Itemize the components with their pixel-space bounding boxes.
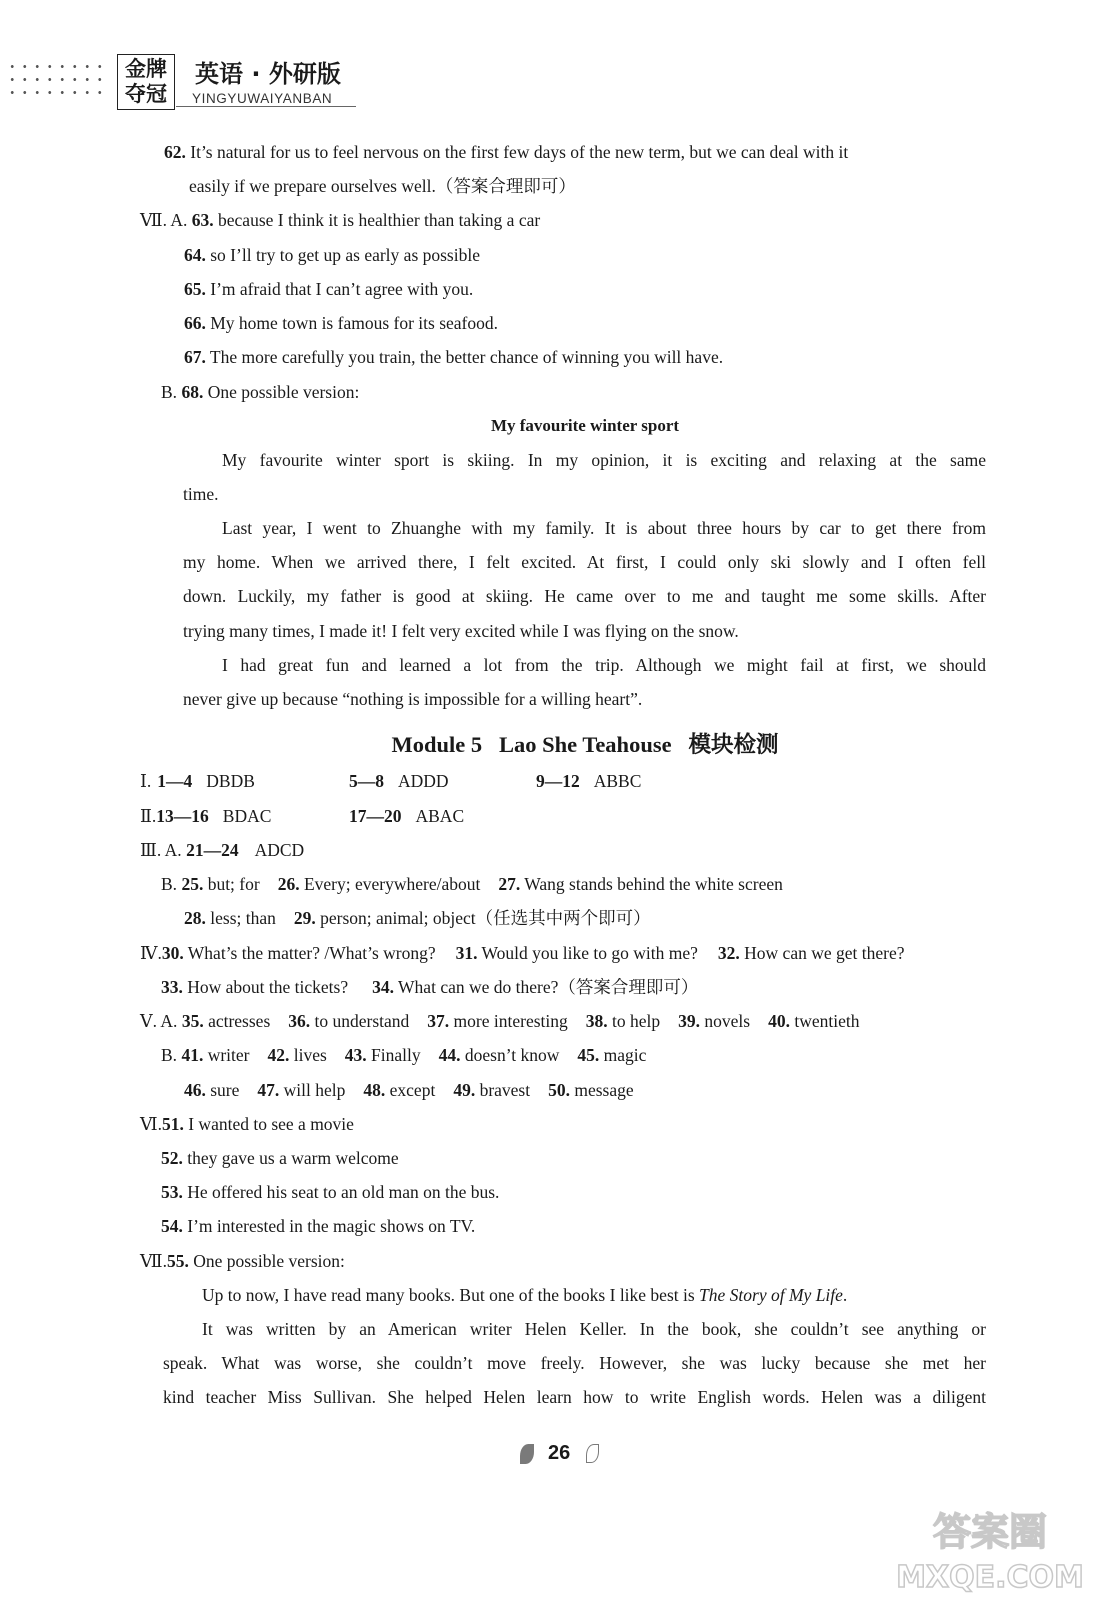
answer-line: [161, 976, 698, 998]
page-footer: [520, 1440, 610, 1470]
section-label: Ⅲ. A.: [140, 840, 187, 860]
section-label: Ⅵ.: [140, 1114, 162, 1134]
answer-text: Every; everywhere/about: [299, 874, 481, 894]
question-range: 5—8: [349, 771, 384, 791]
answer-line: [536, 770, 641, 792]
answer-line: [184, 1079, 634, 1101]
answer-text: except: [385, 1080, 436, 1100]
brand-line-2: 夺冠: [125, 82, 167, 106]
answer-line: [189, 175, 576, 197]
answer-text: My home town is famous for its seafood.: [205, 313, 498, 333]
answer-text: Would you like to go with me?: [477, 943, 698, 963]
essay-line: I had great fun and learned a lot from the trip. Although we might fail at first, we should: [222, 655, 986, 675]
question-range: 17—20: [349, 806, 402, 826]
essay-line: my home. When we arrived there, I felt excited. At first, I could only ski slowly and I often fell: [183, 552, 986, 572]
question-number: 27.: [498, 874, 521, 894]
watermark-logo: [880, 1505, 1100, 1595]
question-number: 68.: [181, 382, 204, 402]
leaf-icon: [520, 1444, 534, 1464]
question-number: 65.: [184, 279, 206, 299]
answer-text: How about the tickets?: [182, 977, 349, 997]
section-label: B.: [161, 1045, 182, 1065]
question-number: 25.: [181, 874, 204, 894]
answer-line: [161, 1215, 475, 1237]
question-number: 51.: [161, 1114, 184, 1134]
answer-text: Finally: [366, 1045, 421, 1065]
question-number: 45.: [577, 1045, 600, 1065]
essay-line: time.: [183, 484, 219, 504]
question-number: 41.: [181, 1045, 204, 1065]
essay-line: trying many times, I made it! I felt very excited while I was flying on the snow.: [183, 621, 739, 641]
section-label: Ⅱ.: [140, 806, 157, 826]
answer-line: [184, 244, 480, 266]
section-label: Ⅰ.: [140, 771, 152, 791]
question-number: 47.: [257, 1080, 280, 1100]
section-label: Ⅴ. A.: [140, 1011, 182, 1031]
answer-text: I wanted to see a movie: [183, 1114, 354, 1134]
essay-line: speak. What was worse, she couldn’t move freely. However, she was lucky because she met her: [163, 1353, 986, 1373]
answer-text: more interesting: [449, 1011, 568, 1031]
answer-text: bravest: [475, 1080, 531, 1100]
answer-line: [161, 381, 359, 403]
section-label: B.: [161, 382, 182, 402]
question-number: 52.: [161, 1148, 183, 1168]
brand-line-1: 金牌: [125, 57, 167, 81]
answer-text: novels: [700, 1011, 751, 1031]
answer-text: Wang stands behind the white screen: [520, 874, 783, 894]
subject-pinyin: YINGYUWAIYANBAN: [192, 91, 333, 106]
answer-text: The more carefully you train, the better chance of winning you will have.: [205, 347, 724, 367]
watermark-text: 答案圈: [932, 1510, 1048, 1554]
answer-text: BDAC: [222, 806, 272, 826]
section-label: Ⅶ. A.: [140, 210, 192, 230]
answer-text: easily if we prepare ourselves well.（答案合理即可）: [189, 176, 576, 196]
answer-line: [164, 141, 986, 163]
question-number: 36.: [288, 1011, 311, 1031]
answer-line: [184, 346, 723, 368]
question-number: 30.: [161, 943, 184, 963]
question-number: 35.: [181, 1011, 204, 1031]
essay-title: My favourite winter sport: [490, 416, 680, 435]
answer-text: they gave us a warm welcome: [182, 1148, 399, 1168]
question-number: 37.: [427, 1011, 450, 1031]
answer-text: sure: [205, 1080, 240, 1100]
answer-line: [184, 278, 473, 300]
module-heading: Module 5 Lao She Teahouse 模块检测: [391, 732, 779, 757]
question-number: 44.: [438, 1045, 461, 1065]
answer-text: ADDD: [398, 771, 449, 791]
answer-text: writer: [203, 1045, 250, 1065]
answer-text: actresses: [203, 1011, 271, 1031]
answer-line: [140, 1113, 354, 1135]
question-number: 66.: [184, 313, 206, 333]
essay-line: My favourite winter sport is skiing. In my opinion, it is exciting and relaxing at the same: [222, 450, 986, 470]
question-number: 62.: [164, 142, 186, 162]
question-number: 54.: [161, 1216, 183, 1236]
answer-line: [140, 839, 304, 861]
page-header: [0, 44, 400, 114]
leaf-outline-icon: [586, 1444, 599, 1463]
answer-text: How can we get there?: [739, 943, 905, 963]
answer-text: lives: [289, 1045, 327, 1065]
question-number: 28.: [184, 908, 206, 928]
answer-text: One possible version:: [188, 1251, 345, 1271]
question-number: 40.: [768, 1011, 790, 1031]
answer-text: to help: [607, 1011, 661, 1031]
answer-text: What can we do there?（答案合理即可）: [393, 977, 699, 997]
essay-line: never give up because “nothing is impossible for a willing heart”.: [183, 689, 643, 709]
book-title: The Story of My Life: [699, 1285, 843, 1305]
answer-text: He offered his seat to an old man on the bus.: [182, 1182, 500, 1202]
question-number: 33.: [161, 977, 183, 997]
question-number: 26.: [277, 874, 300, 894]
question-number: 53.: [161, 1182, 183, 1202]
question-number: 29.: [293, 908, 316, 928]
question-range: 9—12: [536, 771, 580, 791]
question-number: 64.: [184, 245, 206, 265]
section-label: Ⅳ.: [140, 943, 162, 963]
essay-line: kind teacher Miss Sullivan. She helped Helen learn how to write English words. Helen was a diligent: [163, 1387, 986, 1407]
answer-text: What’s the matter? /What’s wrong?: [183, 943, 436, 963]
answer-text: to understand: [310, 1011, 410, 1031]
question-number: 67.: [184, 347, 206, 367]
question-number: 32.: [717, 943, 740, 963]
answer-text: message: [569, 1080, 634, 1100]
answer-line: [184, 907, 651, 929]
answer-text: so I’ll try to get up as early as possible: [205, 245, 480, 265]
answer-text: but; for: [203, 874, 260, 894]
section-label: Ⅶ.: [140, 1251, 167, 1271]
answer-text: doesn’t know: [460, 1045, 560, 1065]
question-number: 46.: [184, 1080, 206, 1100]
dot-pattern-decoration: [6, 60, 106, 100]
answer-text: One possible version:: [203, 382, 360, 402]
answer-text: magic: [599, 1045, 647, 1065]
answer-line: [140, 1010, 859, 1032]
question-number: 48.: [363, 1080, 386, 1100]
essay-line: Last year, I went to Zhuanghe with my family. It is about three hours by car to get there from: [222, 518, 986, 538]
essay-line: It was written by an American writer Helen Keller. In the book, she couldn’t see anything or: [202, 1319, 986, 1339]
answer-text: ADCD: [254, 840, 305, 860]
question-number: 34.: [372, 977, 394, 997]
answer-line: [140, 1250, 345, 1272]
answer-text: ABBC: [593, 771, 642, 791]
section-label: B.: [161, 874, 182, 894]
answer-line: [349, 770, 449, 792]
answer-text: ABAC: [415, 806, 465, 826]
subject-title: 英语 · 外研版: [195, 60, 341, 88]
answer-line: [140, 209, 540, 231]
essay-line: down. Luckily, my father is good at skiing. He came over to me and taught me some skills. After: [183, 586, 986, 606]
answer-line: [161, 1181, 499, 1203]
question-number: 43.: [344, 1045, 367, 1065]
question-number: 31.: [455, 943, 478, 963]
essay-line: [202, 1284, 847, 1306]
answer-line: [161, 873, 783, 895]
answer-text: will help: [279, 1080, 346, 1100]
question-number: 50.: [548, 1080, 570, 1100]
question-number: 49.: [453, 1080, 476, 1100]
answer-line: [140, 770, 255, 792]
question-number: 42.: [267, 1045, 290, 1065]
answer-text: I’m afraid that I can’t agree with you.: [205, 279, 474, 299]
question-range: 13—16: [156, 806, 209, 826]
watermark-url: MXQE.COM: [896, 1560, 1084, 1595]
header-rule: [176, 106, 356, 107]
essay-text: Up to now, I have read many books. But one of the books I like best is: [202, 1285, 700, 1305]
answer-line: [140, 942, 905, 964]
answer-text: person; animal; object（任选其中两个即可）: [315, 908, 651, 928]
answer-line: [184, 312, 498, 334]
answer-text: DBDB: [206, 771, 255, 791]
answer-line: [349, 805, 464, 827]
question-number: 63.: [191, 210, 214, 230]
answer-text: It’s natural for us to feel nervous on the first few days of the new term, but we can deal with it: [185, 142, 849, 162]
answer-line: [161, 1044, 646, 1066]
page-number: 26: [548, 1442, 571, 1464]
answer-text: twentieth: [789, 1011, 860, 1031]
answer-text: less; than: [205, 908, 276, 928]
question-number: 55.: [166, 1251, 189, 1271]
answer-text: because I think it is healthier than taking a car: [213, 210, 541, 230]
essay-text: .: [842, 1285, 848, 1305]
answer-line: [161, 1147, 399, 1169]
brand-logo: [117, 54, 175, 110]
answer-text: I’m interested in the magic shows on TV.: [182, 1216, 476, 1236]
question-range: 1—4: [157, 771, 193, 791]
answer-line: [140, 805, 271, 827]
question-range: 21—24: [186, 840, 239, 860]
question-number: 39.: [678, 1011, 700, 1031]
question-number: 38.: [585, 1011, 608, 1031]
